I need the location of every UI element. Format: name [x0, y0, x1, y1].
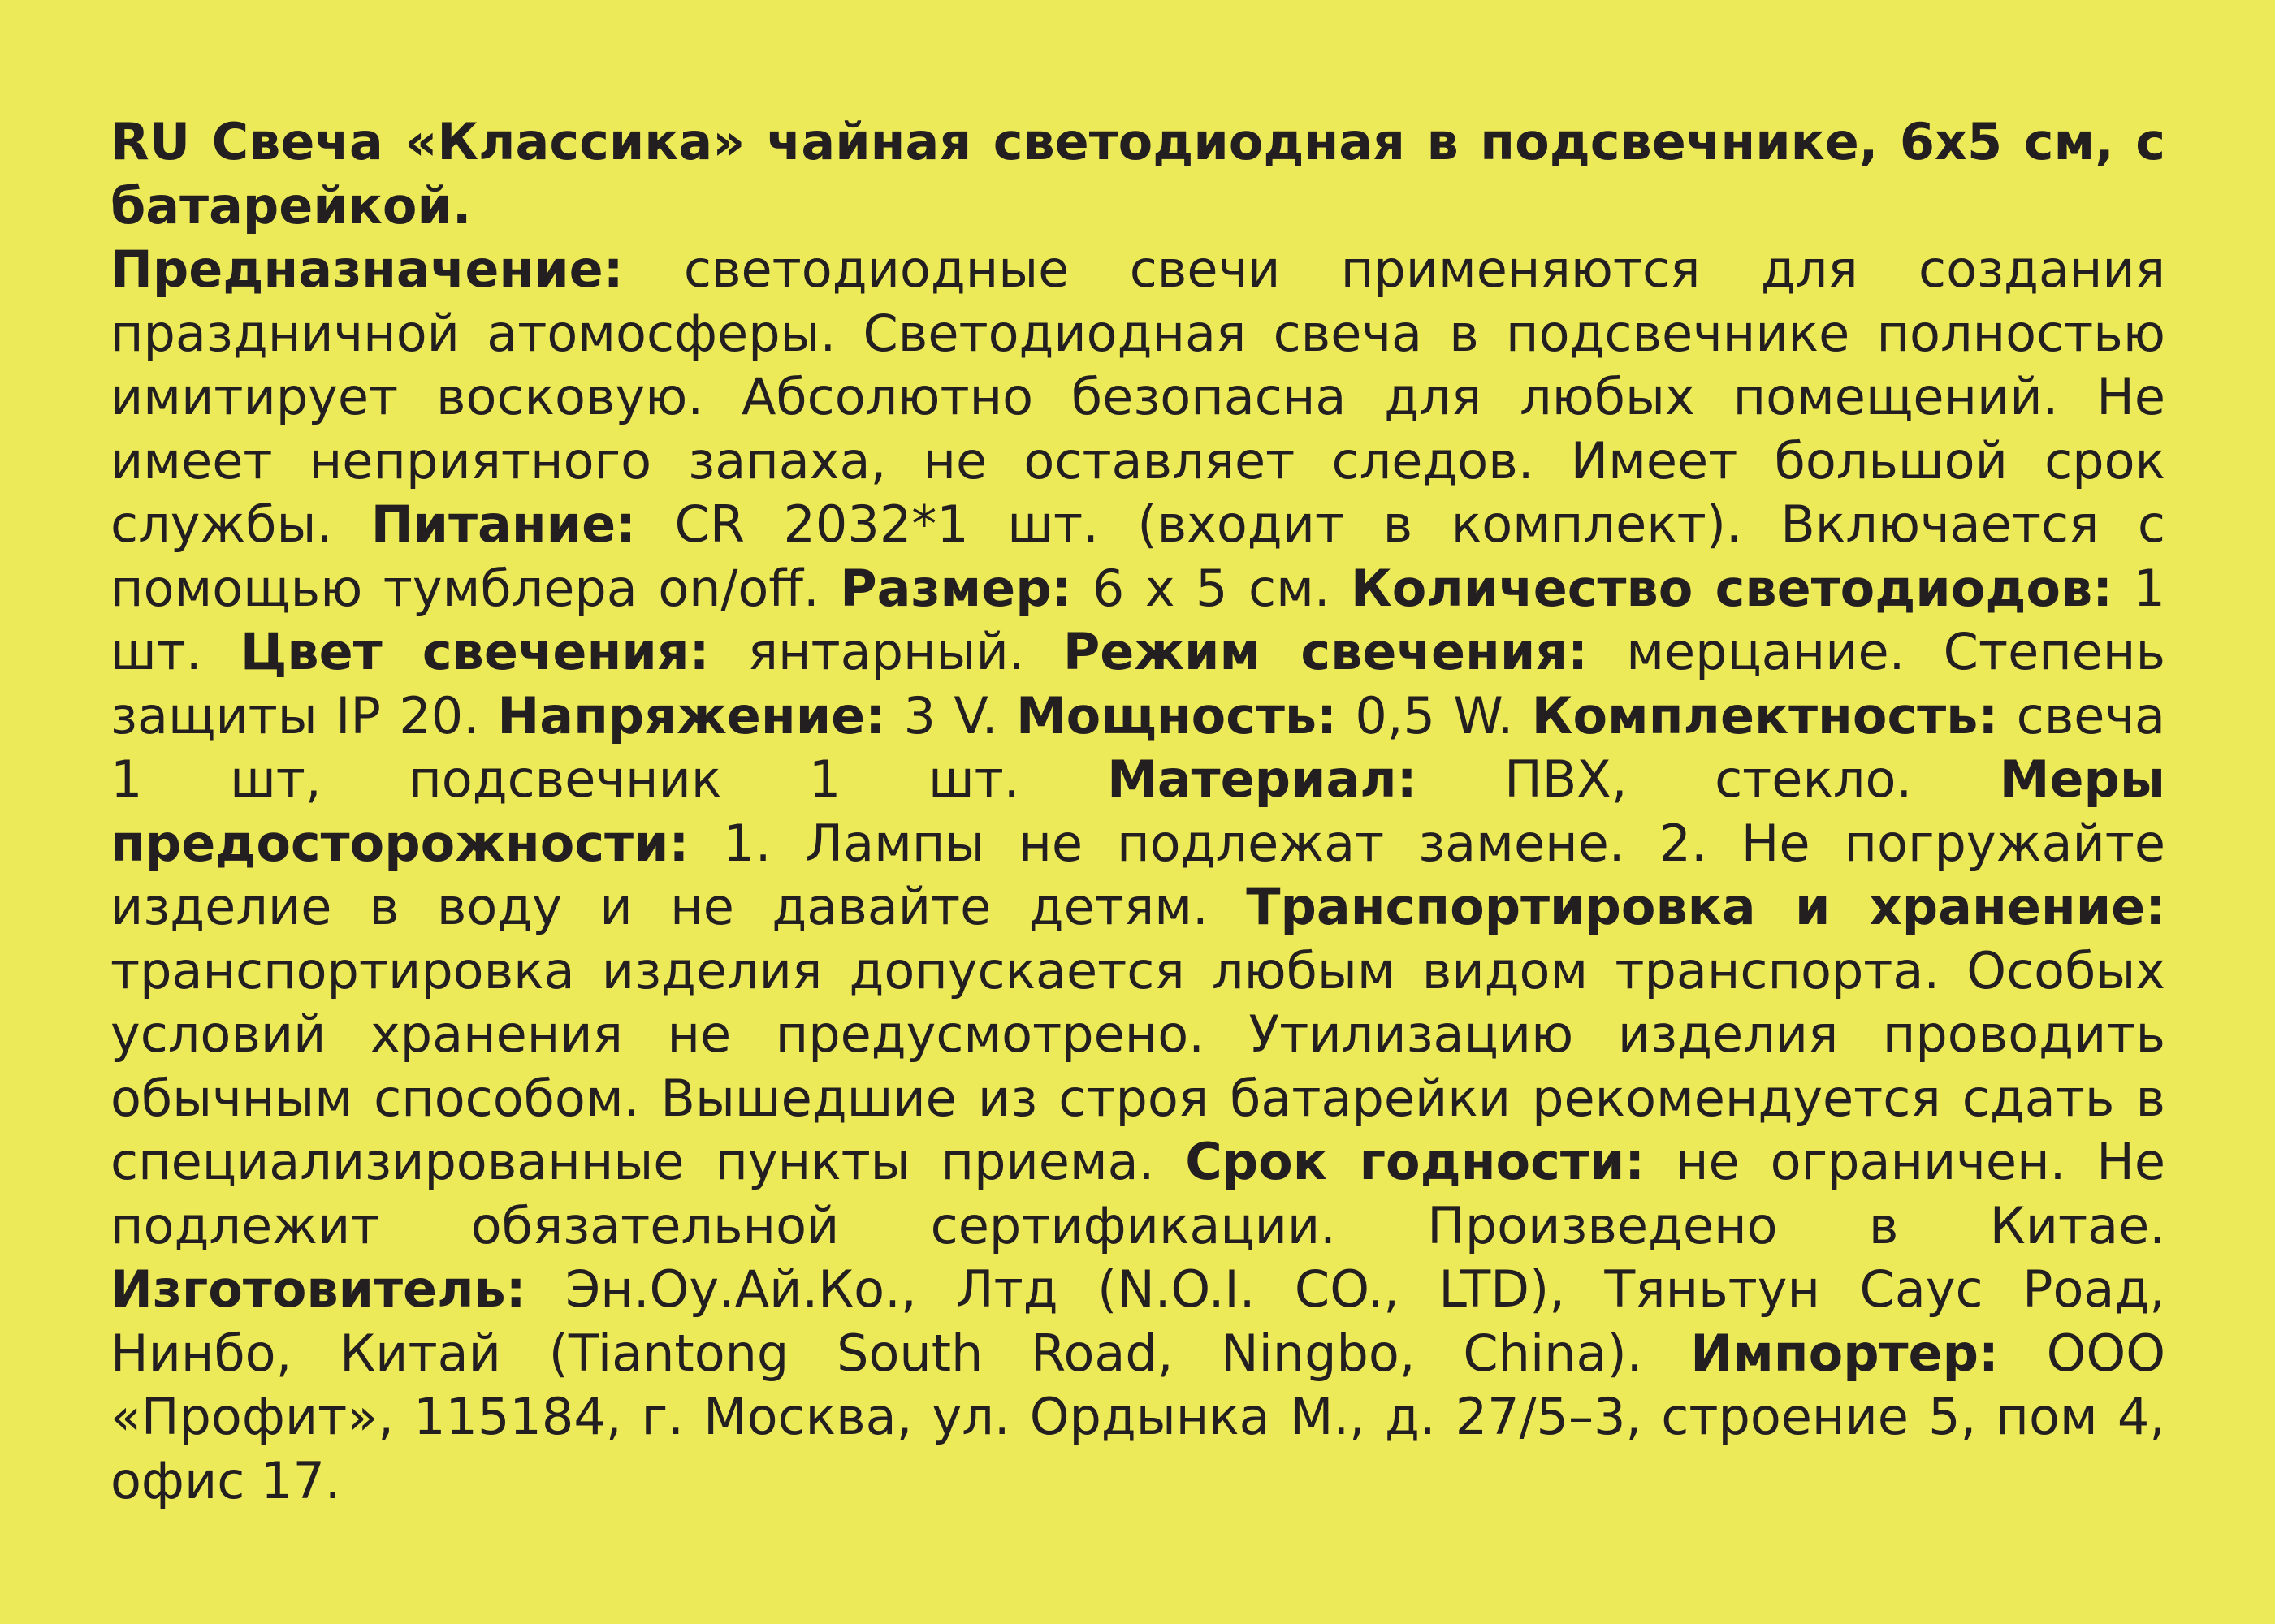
heading-voltage: Напряжение:	[497, 685, 885, 745]
text-transport-storage: транспортировка изделия допускается любым видом транспорта. Особых условий хранения не предусмотрено. Утилизацию изделия проводить обычным способом. Вышедшие из строя батарейки рекомендуется сдать в специализированные пункты приема.	[110, 940, 2165, 1191]
heading-led-count: Количество светодиодов:	[1351, 558, 2113, 618]
text-light-mode: мерцание. Степень защиты IP 20.	[110, 622, 2165, 745]
label-text-block	[110, 110, 2165, 1513]
text-shelf-life: не ограничен. Не подлежит обязательной сертификации. Произведено в Китае.	[110, 1132, 2166, 1255]
product-description	[110, 238, 2165, 1513]
heading-precautions: Меры предосторожности:	[110, 749, 2165, 873]
text-light-color: янтарный.	[709, 622, 1063, 681]
text-purpose: светодиодные свечи применяются для создания праздничной атомосферы. Светодиодная свеча в подсвечнике полностью имитирует восковую. Абсолютно безопасна для любых помещений. Не имеет неприятного запаха, не оставляет следов. Имеет большой срок службы.	[110, 240, 2165, 554]
heading-transport-storage: Транспортировка и хранение:	[1246, 877, 2166, 936]
text-led-count: 1 шт.	[110, 558, 2165, 681]
heading-manufacturer: Изготовитель:	[110, 1259, 526, 1319]
heading-light-mode: Режим свечения:	[1062, 622, 1588, 681]
heading-shelf-life: Срок годности:	[1185, 1132, 1646, 1191]
text-voltage: 3 V.	[884, 685, 1016, 745]
text-power: CR 2032*1 шт. (входит в комплект). Включается с помощью тумблера on/off.	[110, 495, 2165, 618]
text-manufacturer: Эн.Оу.Ай.Ко., Лтд (N.O.I. CO., LTD), Тяньтун Саус Роад, Нинбо, Китай (Tiantong South Road, Ningbo, China).	[110, 1259, 2165, 1383]
heading-importer: Импортер:	[1690, 1323, 1999, 1383]
heading-wattage: Мощность:	[1015, 685, 1337, 745]
heading-purpose: Предназначение:	[110, 240, 624, 299]
product-title: RU Свеча «Классика» чайная светодиодная в подсвечнике, 6х5 см, с батарейкой.	[110, 112, 2165, 235]
text-wattage: 0,5 W.	[1336, 685, 1532, 745]
text-importer: ООО «Профит», 115184, г. Москва, ул. Ордынка М., д. 27/5–3, строение 5, пом 4, офис 17.	[110, 1323, 2165, 1510]
text-material: ПВХ, стекло.	[1416, 749, 2000, 809]
heading-power: Питание:	[370, 495, 636, 554]
heading-material: Материал:	[1107, 749, 1417, 809]
heading-package-contents: Комплектность:	[1531, 685, 1999, 745]
text-package-contents: свеча 1 шт, подсвечник 1 шт.	[110, 685, 2166, 809]
heading-light-color: Цвет свечения:	[240, 622, 710, 681]
text-size: 6 x 5 см.	[1071, 558, 1352, 618]
text-precautions: 1. Лампы не подлежат замене. 2. Не погружайте изделие в воду и не давайте детям.	[110, 813, 2165, 936]
heading-size: Размер:	[840, 558, 1072, 618]
